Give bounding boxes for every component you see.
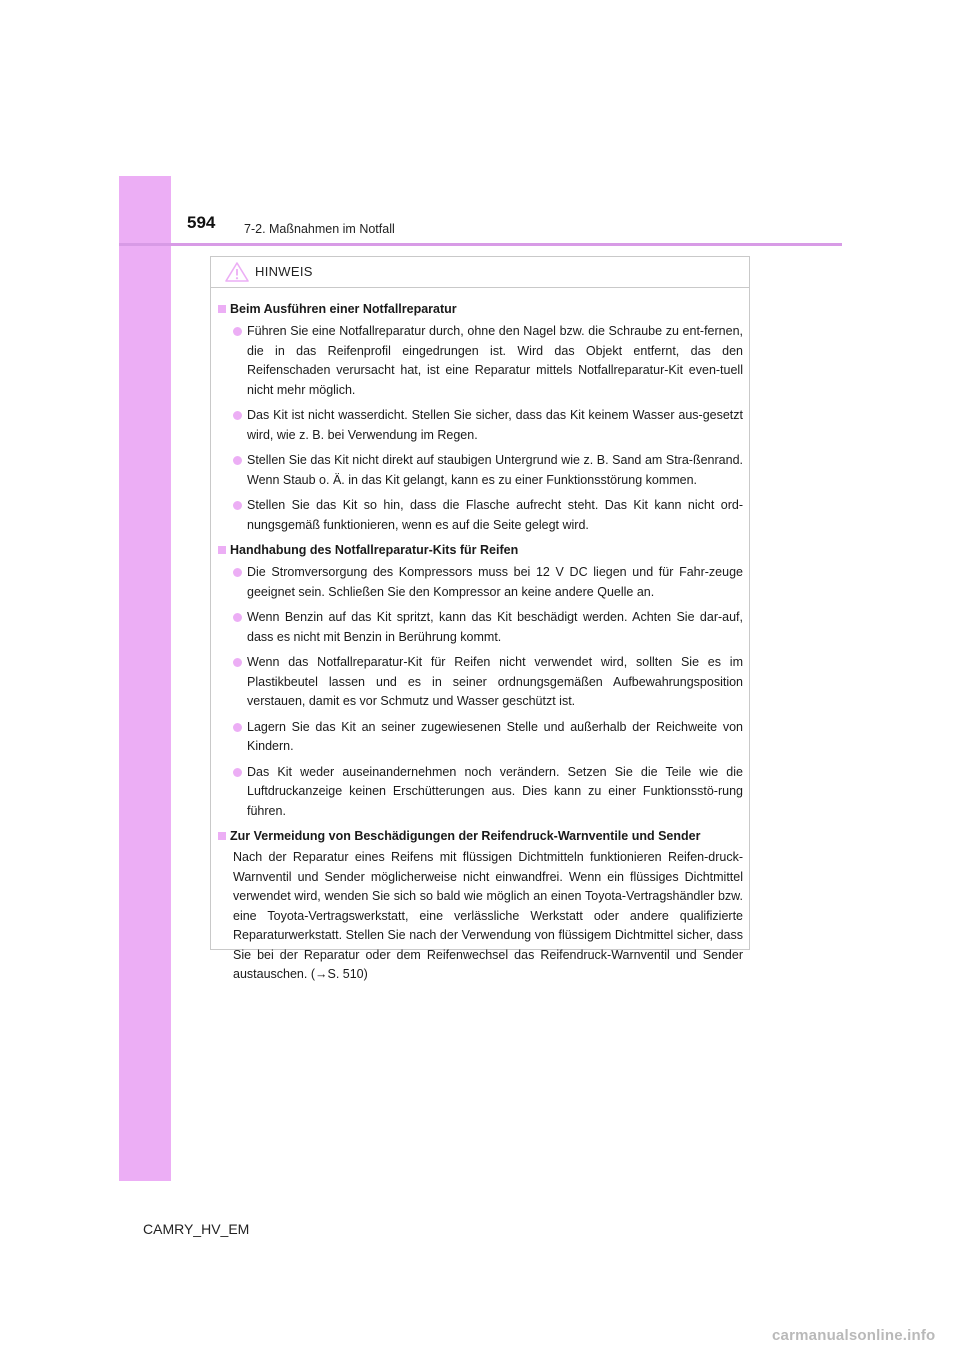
bullet-dot-icon xyxy=(233,327,242,336)
subsection-heading: Zur Vermeidung von Beschädigungen der Reifendruck-Warnventile und Sender xyxy=(217,827,743,846)
subsection-paragraph: Nach der Reparatur eines Reifens mit flüssigen Dichtmitteln funktionieren Reifen-druck-Warnventil und Sender möglicherweise nicht einwandfrei. Wenn ein flüssiges Dichtmittel verwendet wird, wenden Sie sich so bald wie möglich an einen Toyota-Vertragshändler bzw. eine Toyota-Vertragswerkstatt, eine verlässliche Werkstatt oder andere qualifizierte Reparaturwerkstatt. Stellen Sie nach der Verwendung von flüssigem Dichtmittel sicher, dass Sie bei der Reparatur oder dem Reifenwechsel das Reifendruck-Warnventil und Sender austauschen. (→S. 510) xyxy=(233,850,743,981)
notice-body xyxy=(211,288,749,985)
list-item: Stellen Sie das Kit nicht direkt auf staubigen Untergrund wie z. B. Sand am Stra-ßenrand. Wenn Staub o. Ä. in das Kit gelangt, kann es zu einer Funktionsstörung kommen. xyxy=(217,451,743,490)
square-bullet-icon xyxy=(218,546,226,554)
subsection-tpms-protection xyxy=(217,827,743,985)
list-item: Führen Sie eine Notfallreparatur durch, ohne den Nagel bzw. die Schraube zu ent-fernen, die in das Reifenprofil eingedrungen ist. Wird das Objekt entfernt, das den Reifenschaden verursacht hat, ist eine Reparatur mittels Notfallreparatur-Kit even-tuell nicht mehr möglich. xyxy=(217,322,743,400)
notice-header xyxy=(211,257,749,288)
bullet-dot-icon xyxy=(233,456,242,465)
warning-triangle-icon xyxy=(225,262,249,282)
bullet-dot-icon xyxy=(233,723,242,732)
notice-box xyxy=(210,256,750,981)
list-item: Die Stromversorgung des Kompressors muss bei 12 V DC liegen und für Fahr-zeuge geeignet sein. Schließen Sie den Kompressor an keine andere Quelle an. xyxy=(217,563,743,602)
list-item: Das Kit ist nicht wasserdicht. Stellen Sie sicher, dass das Kit keinem Wasser aus-gesetzt wird, wie z. B. bei Verwendung im Regen. xyxy=(217,406,743,445)
chapter-sidebar-tab xyxy=(119,176,171,1181)
bullet-dot-icon xyxy=(233,568,242,577)
list-item: Wenn das Notfallreparatur-Kit für Reifen nicht verwendet wird, sollten Sie es im Plastikbeutel lassen und es in seiner ordnungsgemäßen Aufbewahrungsposition verstauen, damit es vor Schmutz und Wasser geschützt ist. xyxy=(217,653,743,712)
bullet-dot-icon xyxy=(233,658,242,667)
header-divider xyxy=(119,243,842,246)
square-bullet-icon xyxy=(218,832,226,840)
document-code: CAMRY_HV_EM xyxy=(143,1221,250,1237)
bullet-dot-icon xyxy=(233,501,242,510)
subsection-heading: Beim Ausführen einer Notfallreparatur xyxy=(217,300,743,319)
list-item: Wenn Benzin auf das Kit spritzt, kann das Kit beschädigt werden. Achten Sie dar-auf, dass es nicht mit Benzin in Berührung kommt. xyxy=(217,608,743,647)
bullet-dot-icon xyxy=(233,768,242,777)
bullet-dot-icon xyxy=(233,613,242,622)
notice-title: HINWEIS xyxy=(255,264,313,279)
page-number: 594 xyxy=(187,213,216,232)
list-item: Das Kit weder auseinandernehmen noch verändern. Setzen Sie die Teile wie die Luftdruckanzeige keinen Erschütterungen aus. Dies kann zu einer Funktionsstö-rung führen. xyxy=(217,763,743,822)
subsection-kit-handling xyxy=(217,541,743,821)
subsection-emergency-repair xyxy=(217,300,743,535)
subsection-heading: Handhabung des Notfallreparatur-Kits für Reifen xyxy=(217,541,743,560)
bullet-dot-icon xyxy=(233,411,242,420)
list-item: Stellen Sie das Kit so hin, dass die Flasche aufrecht steht. Das Kit kann nicht ord-nungsgemäß funktionieren, wenn es auf die Seite gelegt wird. xyxy=(217,496,743,535)
square-bullet-icon xyxy=(218,305,226,313)
list-item: Lagern Sie das Kit an seiner zugewiesenen Stelle und außerhalb der Reichweite von Kindern. xyxy=(217,718,743,757)
watermark[interactable]: carmanualsonline.info xyxy=(772,1327,936,1344)
section-title: 7-2. Maßnahmen im Notfall xyxy=(244,222,395,236)
